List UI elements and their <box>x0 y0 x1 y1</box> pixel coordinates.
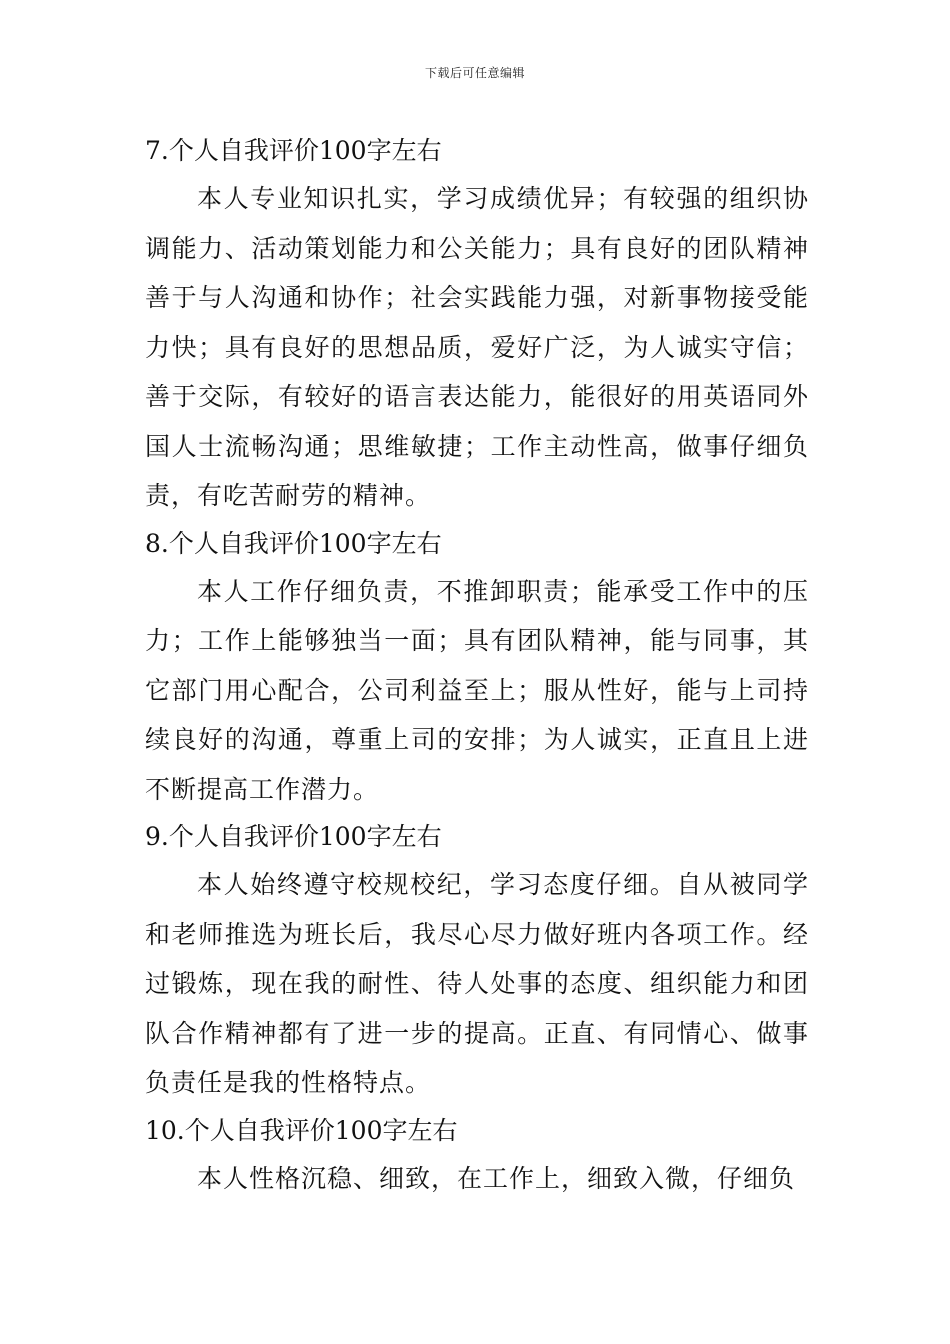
section-paragraph: 本人工作仔细负责，不推卸职责；能承受工作中的压力；工作上能够独当一面；具有团队精神，能与同事，其它部门用心配合，公司利益至上；服从性好，能与上司持续良好的沟通，尊重上司的安排；为人诚实，正直且上进不断提高工作潜力。 <box>145 576 809 804</box>
page-header: 下载后可任意编辑 <box>424 66 525 80</box>
section-10 <box>145 1108 809 1204</box>
section-paragraph: 本人专业知识扎实，学习成绩优异；有较强的组织协调能力、活动策划能力和公关能力；具有良好的团队精神善于与人沟通和协作；社会实践能力强，对新事物接受能力快；具有良好的思想品质，爱好广泛，为人诚实守信；善于交际，有较好的语言表达能力，能很好的用英语同外国人士流畅沟通；思维敏捷；工作主动性高，做事仔细负责，有吃苦耐劳的精神。 <box>145 184 809 510</box>
section-8 <box>145 521 809 815</box>
section-9 <box>145 814 809 1108</box>
section-heading: 8.个人自我评价100字左右 <box>145 528 442 558</box>
section-heading: 10.个人自我评价100字左右 <box>145 1115 458 1145</box>
section-heading: 9.个人自我评价100字左右 <box>145 822 442 851</box>
section-paragraph: 本人性格沉稳、细致，在工作上，细致入微，仔细负 <box>197 1163 796 1193</box>
section-7 <box>145 128 809 521</box>
section-paragraph: 本人始终遵守校规校纪，学习态度仔细。自从被同学和老师推选为班长后，我尽心尽力做好班内各项工作。经过锻炼，现在我的耐性、待人处事的态度、组织能力和团队合作精神都有了进一步的提高。正直、有同情心、做事负责任是我的性格特点。 <box>145 870 809 1097</box>
section-heading: 7.个人自我评价100字左右 <box>145 136 442 165</box>
document-body <box>145 128 809 1203</box>
